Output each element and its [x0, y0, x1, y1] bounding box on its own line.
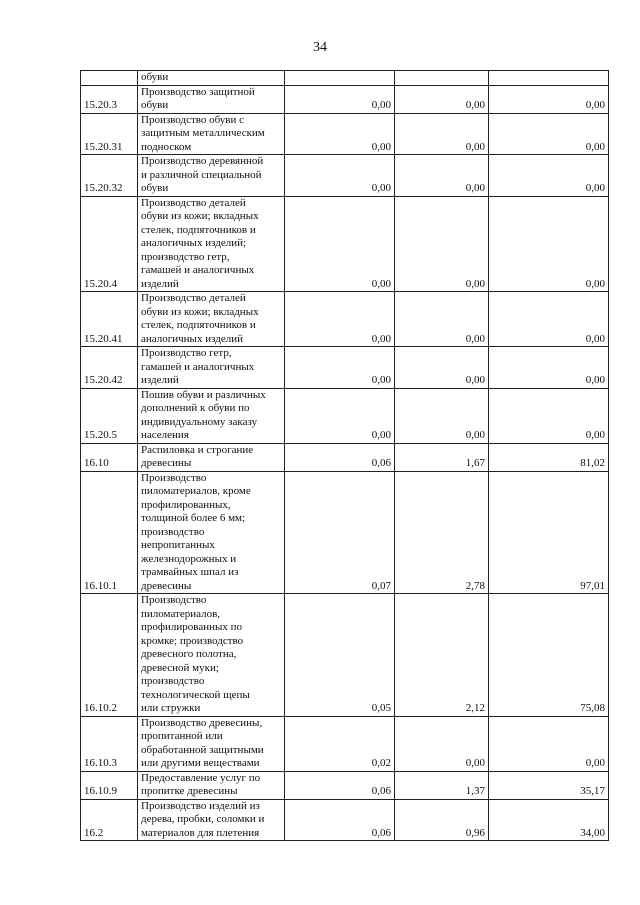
row-name	[138, 292, 285, 347]
row-code-text: 16.10.1	[84, 579, 117, 592]
row-value-1	[285, 85, 395, 113]
row-value-2	[395, 71, 489, 86]
table-row	[81, 155, 609, 197]
table-row	[81, 799, 609, 841]
row-value-2	[395, 716, 489, 771]
row-value-2	[395, 771, 489, 799]
row-value-2-text: 0,00	[465, 140, 485, 153]
row-value-1	[285, 771, 395, 799]
row-name	[138, 388, 285, 443]
row-value-1-text: 0,00	[371, 429, 391, 441]
row-code-text: 16.10.9	[84, 785, 117, 797]
row-value-2	[395, 292, 489, 347]
row-name	[138, 71, 285, 86]
row-value-3	[489, 292, 609, 347]
row-code-text: 15.20.31	[84, 140, 123, 153]
row-value-2	[395, 799, 489, 841]
row-name	[138, 716, 285, 771]
row-value-2-text: 0,00	[465, 374, 485, 386]
row-value-3	[489, 196, 609, 292]
row-name	[138, 113, 285, 155]
row-code	[81, 347, 138, 389]
table-body	[81, 71, 609, 841]
page-number: 34	[313, 40, 327, 55]
row-value-1	[285, 594, 395, 717]
row-value-2-text: 1,37	[465, 785, 485, 797]
row-code-text: 15.20.42	[84, 374, 123, 386]
row-value-2-text: 1,67	[465, 457, 485, 469]
row-value-1	[285, 388, 395, 443]
row-value-2-text: 0,00	[465, 182, 485, 194]
row-code-text: 16.10.3	[84, 757, 117, 769]
row-code	[81, 113, 138, 155]
row-value-1-text: 0,07	[371, 579, 391, 592]
row-value-1-text: 0,00	[371, 99, 391, 111]
row-name	[138, 771, 285, 799]
row-value-2	[395, 594, 489, 717]
row-value-3	[489, 388, 609, 443]
row-value-1-text: 0,00	[371, 374, 391, 386]
row-code	[81, 292, 138, 347]
row-value-2	[395, 85, 489, 113]
row-name	[138, 443, 285, 471]
row-code-text: 15.20.32	[84, 182, 123, 194]
table-row	[81, 71, 609, 86]
row-value-1	[285, 155, 395, 197]
table-row	[81, 771, 609, 799]
row-code	[81, 388, 138, 443]
row-name-text: Производство пиломатериалов, кроме профилированных, толщиной более 6 мм; производство непропитанных железнодорожных и трамвайных шпал из древесины	[141, 471, 251, 592]
row-code	[81, 716, 138, 771]
row-value-1-text: 0,00	[371, 182, 391, 194]
row-name-text: Производство гетр, гамашей и аналогичных изделий	[141, 347, 255, 386]
row-value-3-text: 35,17	[580, 785, 605, 797]
row-name-text: Производство деревянной и различной специальной обуви	[141, 155, 264, 194]
row-value-1	[285, 716, 395, 771]
row-code-text: 15.20.4	[84, 277, 117, 290]
row-code-text: 15.20.3	[84, 99, 117, 111]
row-value-1-text: 0,00	[371, 277, 391, 290]
row-name-text: Пошив обуви и различных дополнений к обуви по индивидуальному заказу населения	[141, 388, 266, 441]
row-value-3	[489, 85, 609, 113]
row-value-3-text: 97,01	[580, 579, 605, 592]
row-value-1	[285, 113, 395, 155]
row-value-2	[395, 471, 489, 594]
row-code-text: 15.20.5	[84, 429, 117, 441]
table-row	[81, 113, 609, 155]
row-value-3	[489, 347, 609, 389]
row-value-1	[285, 292, 395, 347]
data-table	[80, 70, 609, 841]
row-value-3-text: 0,00	[585, 374, 605, 386]
row-name	[138, 471, 285, 594]
row-value-2-text: 0,00	[465, 99, 485, 111]
row-name-text: Производство обуви с защитным металлическим подноском	[141, 113, 265, 153]
row-code-text: 16.2	[84, 826, 104, 839]
row-name	[138, 155, 285, 197]
row-value-3	[489, 471, 609, 594]
row-value-3-text: 75,08	[580, 702, 605, 714]
row-value-3-text: 0,00	[585, 757, 605, 769]
row-code	[81, 594, 138, 717]
row-value-1-text: 0,06	[371, 457, 391, 469]
row-name-text: Производство защитной обуви	[141, 85, 255, 111]
row-value-2-text: 0,96	[465, 826, 485, 839]
row-value-3	[489, 716, 609, 771]
row-name-text: Производство пиломатериалов, профилированных по кромке; производство древесного полотна, древесной муки; производство технологической щепы или стружки	[141, 594, 250, 714]
row-value-2	[395, 388, 489, 443]
row-value-3-text: 0,00	[585, 140, 605, 153]
row-name-text: Производство изделий из дерева, пробки, соломки и материалов для плетения	[141, 799, 265, 839]
row-name	[138, 196, 285, 292]
table-row	[81, 471, 609, 594]
row-code-text: 16.10.2	[84, 702, 117, 714]
row-code-text: 15.20.41	[84, 332, 123, 345]
row-code-text: 16.10	[84, 457, 109, 469]
row-name-text: Предоставление услуг по пропитке древесины	[141, 771, 261, 797]
row-name-text: Производство древесины, пропитанной или обработанной защитными или другими веществами	[141, 716, 264, 769]
row-value-1-text: 0,00	[371, 332, 391, 345]
table-row	[81, 388, 609, 443]
row-value-2-text: 0,00	[465, 429, 485, 441]
row-value-1-text: 0,00	[371, 140, 391, 153]
row-name-text: Производство деталей обуви из кожи; вкладных стелек, подпяточников и аналогичных изделий	[141, 292, 259, 345]
row-value-3-text: 0,00	[585, 429, 605, 441]
row-value-3	[489, 771, 609, 799]
row-value-3	[489, 594, 609, 717]
table-row	[81, 594, 609, 717]
row-value-3	[489, 71, 609, 86]
row-value-2-text: 0,00	[465, 277, 485, 290]
row-value-2-text: 2,78	[465, 579, 485, 592]
row-code	[81, 155, 138, 197]
row-code	[81, 771, 138, 799]
table-row	[81, 443, 609, 471]
row-value-2-text: 0,00	[465, 757, 485, 769]
row-value-3	[489, 113, 609, 155]
row-value-1	[285, 471, 395, 594]
row-name-text: обуви	[141, 71, 169, 83]
row-code	[81, 799, 138, 841]
row-value-2	[395, 443, 489, 471]
row-value-3	[489, 443, 609, 471]
row-value-3-text: 0,00	[585, 277, 605, 290]
row-value-2-text: 0,00	[465, 332, 485, 345]
row-value-1	[285, 196, 395, 292]
row-value-1-text: 0,05	[371, 702, 391, 714]
row-code	[81, 443, 138, 471]
table-row	[81, 347, 609, 389]
table-row	[81, 196, 609, 292]
row-value-1-text: 0,02	[371, 757, 391, 769]
row-value-2	[395, 196, 489, 292]
row-value-1	[285, 443, 395, 471]
row-value-3-text: 0,00	[585, 99, 605, 111]
row-value-1	[285, 347, 395, 389]
row-value-1-text: 0,06	[371, 826, 391, 839]
row-value-2	[395, 113, 489, 155]
row-value-3-text: 34,00	[580, 826, 605, 839]
row-name-text: Распиловка и строгание древесины	[141, 443, 254, 469]
row-value-2	[395, 155, 489, 197]
row-code	[81, 471, 138, 594]
row-value-1	[285, 799, 395, 841]
row-code	[81, 85, 138, 113]
row-value-2	[395, 347, 489, 389]
table-row	[81, 716, 609, 771]
table-row	[81, 292, 609, 347]
row-value-3	[489, 155, 609, 197]
row-name	[138, 347, 285, 389]
row-code	[81, 71, 138, 86]
row-name-text: Производство деталей обуви из кожи; вкладных стелек, подпяточников и аналогичных изделий; производство гетр, гамашей и аналогичных изделий	[141, 196, 259, 290]
row-value-3	[489, 799, 609, 841]
row-value-3-text: 81,02	[580, 457, 605, 469]
row-name	[138, 85, 285, 113]
row-value-3-text: 0,00	[585, 182, 605, 194]
table-row	[81, 85, 609, 113]
row-value-1	[285, 71, 395, 86]
row-name	[138, 594, 285, 717]
row-value-1-text: 0,06	[371, 785, 391, 797]
row-value-2-text: 2,12	[465, 702, 485, 714]
row-value-3-text: 0,00	[585, 332, 605, 345]
row-code	[81, 196, 138, 292]
row-name	[138, 799, 285, 841]
